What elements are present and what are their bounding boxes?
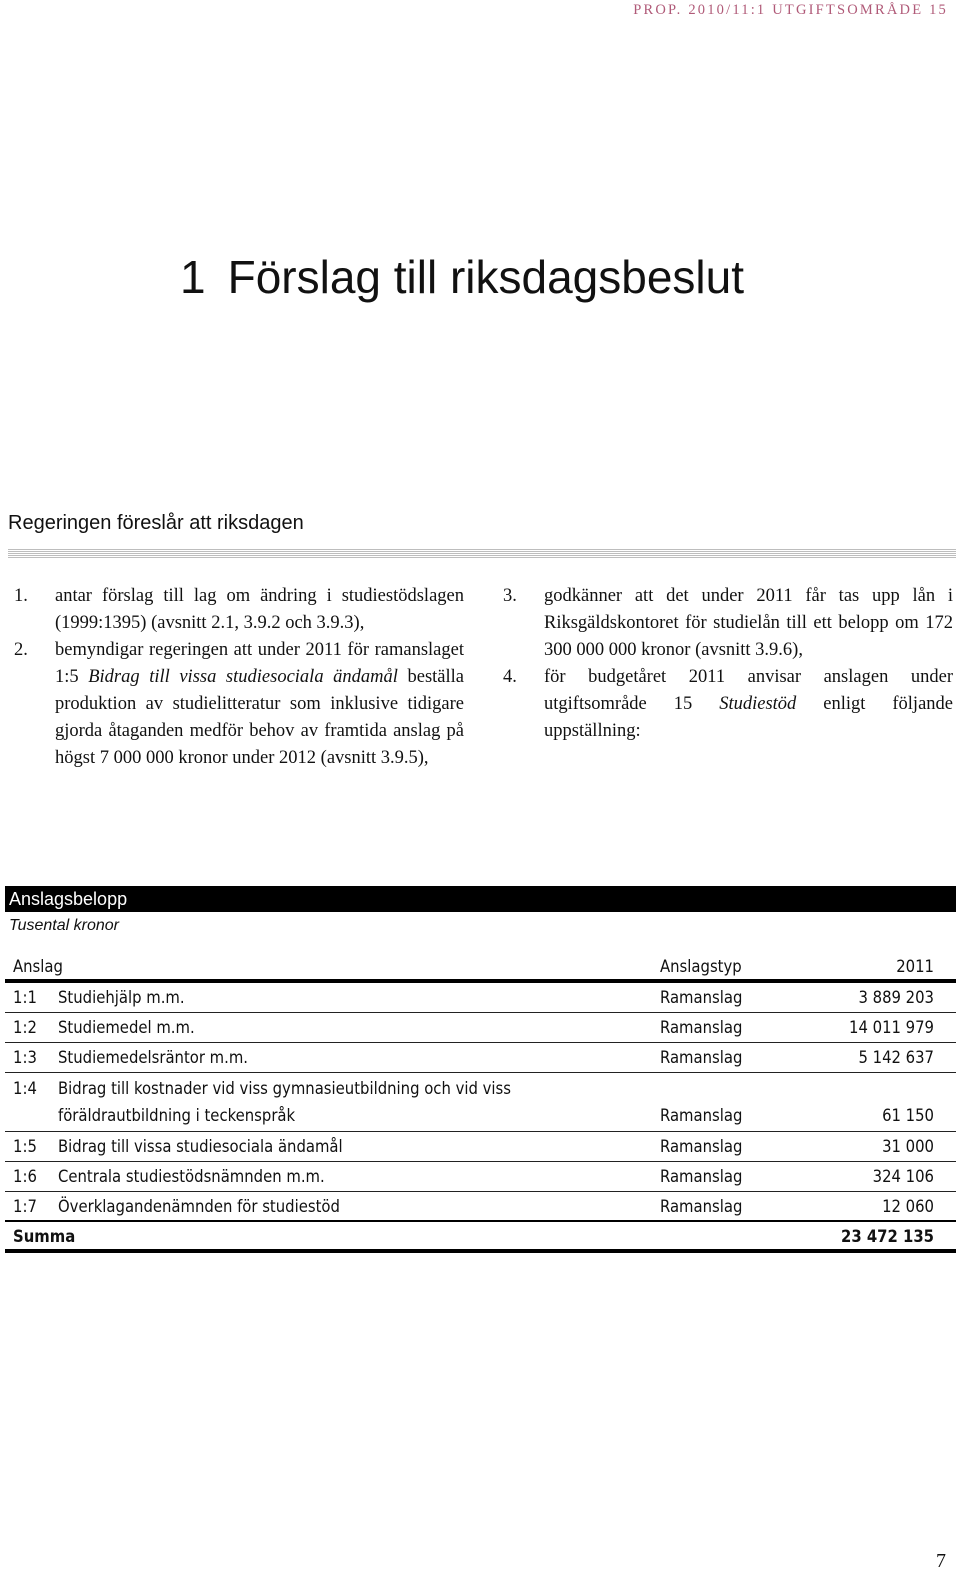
summary-value: 23 472 135 — [841, 1227, 934, 1246]
chapter-number: 1 — [180, 251, 206, 303]
proposal-text: bemyndigar regeringen att under 2011 för ramanslaget 1:5 — [55, 640, 464, 687]
row-type: Ramanslag — [660, 988, 743, 1007]
row-type: Ramanslag — [660, 1106, 743, 1125]
lead-heading: Regeringen föreslår att riksdagen — [8, 512, 304, 534]
table-row — [5, 1162, 956, 1192]
row-value: 12 060 — [882, 1197, 934, 1216]
proposal-text-cont: enligt följande uppställning: — [544, 694, 953, 741]
appropriations-table — [5, 950, 956, 1253]
running-header: PROP. 2010/11:1 UTGIFTSOMRÅDE 15 — [633, 2, 948, 18]
proposal-text: godkänner att det under 2011 får tas upp lån i Riksgäldskontoret för studielån till ett belopp om 172 300 000 000 kronor (avsnitt 3.9.6), — [544, 586, 953, 660]
proposal-text-italic: Studiestöd — [719, 694, 797, 714]
proposal-text-italic: Bidrag till vissa studiesociala ändamål — [88, 667, 398, 687]
row-type: Ramanslag — [660, 1048, 743, 1067]
row-name: Överklagandenämnden för studiestöd — [58, 1197, 340, 1216]
table-subtitle: Tusental kronor — [9, 917, 119, 934]
page-number: 7 — [936, 1550, 946, 1572]
proposal-item-1 — [14, 583, 464, 637]
row-value: 14 011 979 — [849, 1018, 934, 1037]
proposal-text: antar förslag till lag om ändring i studiestödslagen (1999:1395) (avsnitt 2.1, 3.9.2 och 3.9.3), — [55, 586, 464, 633]
row-name-line1: Bidrag till kostnader vid viss gymnasieutbildning och vid viss — [58, 1079, 512, 1098]
proposal-number: 2. — [14, 640, 28, 660]
column-header-anslag: Anslag — [13, 957, 63, 976]
row-code: 1:3 — [13, 1048, 37, 1067]
row-name: Centrala studiestödsnämnden m.m. — [58, 1167, 325, 1186]
proposal-item-4 — [503, 664, 953, 745]
row-value: 324 106 — [872, 1167, 934, 1186]
table-row — [5, 1192, 956, 1222]
chapter-title-text: Förslag till riksdagsbeslut — [227, 251, 745, 303]
table-row — [5, 1043, 956, 1073]
row-value: 3 889 203 — [858, 988, 934, 1007]
row-name: Studiemedelsräntor m.m. — [58, 1048, 249, 1067]
row-name: Bidrag till vissa studiesociala ändamål — [58, 1137, 343, 1156]
table-title: Anslagsbelopp — [5, 886, 956, 912]
column-header-anslagstyp: Anslagstyp — [660, 957, 742, 976]
row-value: 61 150 — [882, 1106, 934, 1125]
proposal-text-cont: beställa produktion av studielitteratur som inklusive tidigare gjorda åtaganden medför behov av framtida anslag på högst 7 000 000 kronor under 2012 (avsnitt 3.9.5), — [55, 667, 464, 768]
proposal-item-2 — [14, 637, 464, 772]
row-code: 1:4 — [13, 1079, 37, 1098]
row-code: 1:1 — [13, 988, 37, 1007]
row-value: 31 000 — [882, 1137, 934, 1156]
row-code: 1:5 — [13, 1137, 37, 1156]
heading-divider — [8, 549, 956, 559]
table-row — [5, 1073, 956, 1132]
row-type: Ramanslag — [660, 1137, 743, 1156]
proposal-item-3 — [503, 583, 953, 664]
row-type: Ramanslag — [660, 1167, 743, 1186]
row-value: 5 142 637 — [858, 1048, 934, 1067]
chapter-title — [180, 250, 744, 304]
table-row — [5, 1132, 956, 1162]
row-name-line2: föräldrautbildning i teckenspråk — [58, 1106, 296, 1125]
proposal-number: 1. — [14, 586, 28, 606]
row-type: Ramanslag — [660, 1018, 743, 1037]
proposals-left-column — [14, 583, 464, 772]
row-name: Studiemedel m.m. — [58, 1018, 195, 1037]
proposal-number: 3. — [503, 586, 517, 606]
proposal-number: 4. — [503, 667, 517, 687]
column-header-year: 2011 — [896, 957, 934, 976]
table-row — [5, 983, 956, 1013]
summary-label: Summa — [13, 1227, 76, 1246]
proposals-right-column — [503, 583, 953, 745]
row-code: 1:7 — [13, 1197, 37, 1216]
proposal-text: för budgetåret 2011 anvisar anslagen under utgiftsområde 15 — [544, 667, 953, 714]
row-type: Ramanslag — [660, 1197, 743, 1216]
row-code: 1:6 — [13, 1167, 37, 1186]
row-code: 1:2 — [13, 1018, 37, 1037]
row-name: Studiehjälp m.m. — [58, 988, 185, 1007]
table-row — [5, 1013, 956, 1043]
table-summary-row — [5, 1222, 956, 1253]
table-header-row — [5, 950, 956, 983]
